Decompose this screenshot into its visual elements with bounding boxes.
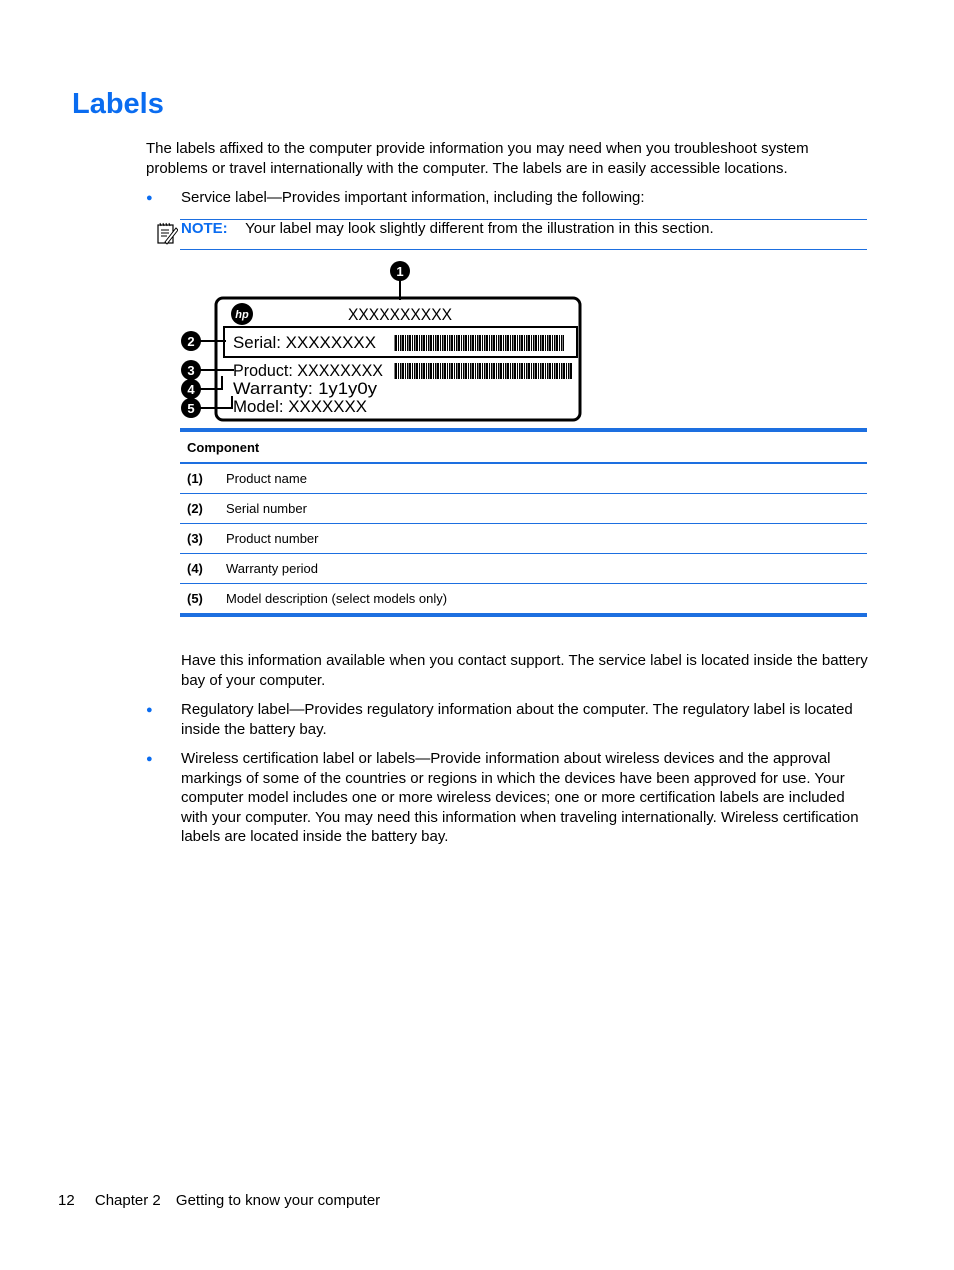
table-row <box>180 584 867 616</box>
table-row <box>180 554 867 584</box>
table-row <box>180 524 867 554</box>
row-number: (3) <box>180 524 219 554</box>
table-row <box>180 463 867 494</box>
page-title: Labels <box>72 88 164 120</box>
row-description: Product number <box>219 524 867 554</box>
table-header-row <box>180 430 867 463</box>
label-warranty: Warranty: 1y1y0y <box>233 379 378 398</box>
svg-text:2: 2 <box>187 334 195 349</box>
component-table <box>180 428 867 617</box>
row-number: (1) <box>180 463 219 494</box>
note-icon <box>156 221 178 245</box>
barcode-product <box>394 363 572 379</box>
hp-logo-text: hp <box>235 309 249 321</box>
label-product-name: XXXXXXXXXX <box>348 305 452 324</box>
note-label: NOTE: <box>181 220 228 237</box>
note-bottom-rule <box>180 249 867 250</box>
intro-paragraph: The labels affixed to the computer provide information you may need when you troubleshoot system problems or travel internationally with the computer. The labels are in easily accessible locations. <box>146 140 809 177</box>
barcode-serial <box>394 335 564 351</box>
svg-text:1: 1 <box>396 264 404 279</box>
row-number: (4) <box>180 554 219 584</box>
bullet-wireless-label: Wireless certification label or labels—Provide information about wireless devices and the approval markings of some of the countries or regions in which the devices have been approved for use. Your computer model includes one or more wireless devices; one or more certification labels are included with your computer. You may need this information when traveling internationally. Wireless certification labels are located inside the battery bay. <box>181 750 859 845</box>
row-number: (2) <box>180 494 219 524</box>
label-model: Model: XXXXXXX <box>233 397 367 416</box>
bullet-service-label: Service label—Provides important information, including the following: <box>181 189 645 206</box>
page-number: 12 <box>58 1192 75 1209</box>
note-content <box>181 220 861 238</box>
row-number: (5) <box>180 584 219 616</box>
label-product: Product: XXXXXXXX <box>233 361 383 380</box>
row-description: Model description (select models only) <box>219 584 867 616</box>
row-description: Serial number <box>219 494 867 524</box>
row-description: Product name <box>219 463 867 494</box>
bullet-marker: ● <box>146 753 153 765</box>
label-serial: Serial: XXXXXXXX <box>233 333 376 352</box>
table-header-component: Component <box>180 430 867 463</box>
service-label-illustration <box>178 258 588 426</box>
footer-chapter-title: Getting to know your computer <box>175 1192 381 1209</box>
svg-text:3: 3 <box>187 363 195 378</box>
footer-chapter: Chapter 2 <box>94 1192 161 1209</box>
bullet-regulatory-label: Regulatory label—Provides regulatory information about the computer. The regulatory label is located inside the battery bay. <box>181 701 853 738</box>
service-label-followup: Have this information available when you contact support. The service label is located inside the battery bay of your computer. <box>181 652 868 689</box>
bullet-marker: ● <box>146 192 153 204</box>
bullet-marker: ● <box>146 704 153 716</box>
page-footer <box>58 1192 380 1209</box>
svg-text:5: 5 <box>187 401 195 416</box>
note-text: Your label may look slightly different from the illustration in this section. <box>245 220 714 237</box>
row-description: Warranty period <box>219 554 867 584</box>
table-row <box>180 494 867 524</box>
svg-text:4: 4 <box>187 382 195 397</box>
